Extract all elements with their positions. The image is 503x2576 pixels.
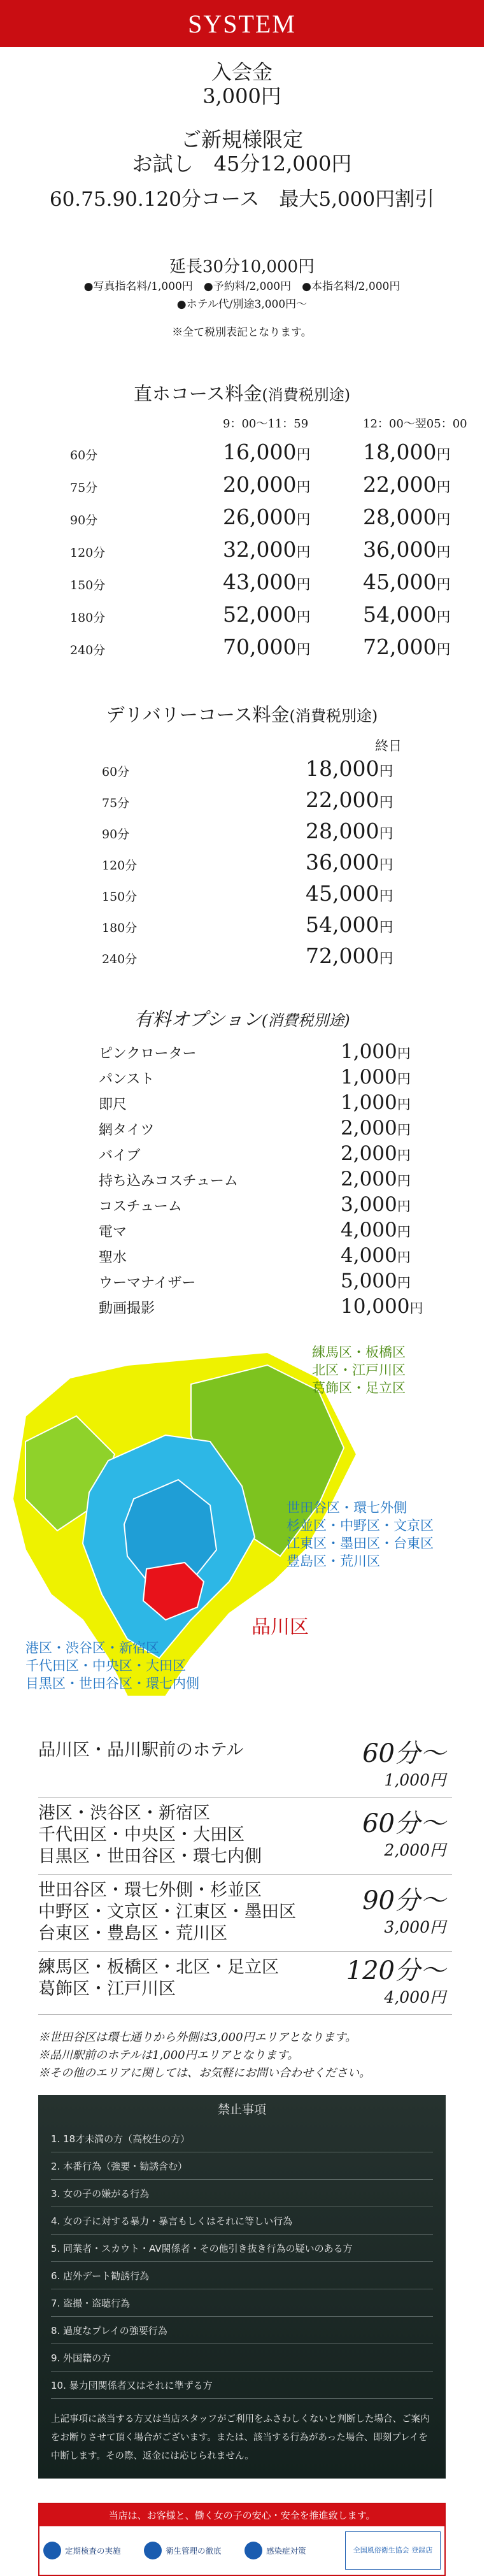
page-title: SYSTEM — [188, 9, 296, 38]
zone-row — [38, 1952, 452, 2015]
hygiene-icon — [144, 2542, 162, 2559]
price-night: 36,000円 — [363, 537, 451, 562]
zone-row — [38, 1798, 452, 1875]
price-all-day: 54,000円 — [306, 912, 393, 937]
north-area-label: 練馬区・板橋区 北区・江戸川区 葛飾区・足立区 — [312, 1345, 406, 1396]
prohibited-item: 1. 18才未満の方（高校生の方） — [51, 2125, 433, 2152]
safety-banner-title: 当店は、お客様と、働く女の子の安心・安全を推進致します。 — [39, 2504, 444, 2526]
prohibited-box — [38, 2095, 446, 2479]
price-daytime: 26,000円 — [223, 504, 311, 529]
price-night: 72,000円 — [363, 634, 451, 659]
center-area-label: 港区・渋谷区・新宿区 千代田区・中央区・大田区 目黒区・世田谷区・環七内側 — [25, 1640, 199, 1691]
zone-fee: 60分～ 1,000円 — [362, 1739, 446, 1789]
prohibited-item: 5. 同業者・スカウト・AV関係者・その他引き抜き行為の疑いのある方 — [51, 2235, 433, 2262]
option-price: 10,000円 — [341, 1295, 423, 1318]
all-day-col: 終日 — [375, 738, 402, 754]
course-duration: 180分 — [70, 611, 106, 625]
course-duration: 150分 — [102, 890, 138, 904]
prohibited-item: 4. 女の子に対する暴力・暴言もしくはそれに等しい行為 — [51, 2207, 433, 2235]
option-name: 動画撮影 — [99, 1301, 155, 1317]
prohibited-item: 7. 盗撮・盗聴行為 — [51, 2289, 433, 2317]
prohibited-item: 2. 本番行為（強要・勧誘含む） — [51, 2152, 433, 2180]
new-customer-label: ご新規様限定 — [180, 127, 303, 152]
course-duration: 120分 — [70, 546, 106, 560]
checkup-icon — [43, 2542, 61, 2559]
extension-section — [0, 256, 484, 341]
intro-section — [0, 47, 484, 211]
option-name: 聖水 — [99, 1250, 127, 1266]
price-night: 54,000円 — [363, 602, 451, 627]
price-daytime: 70,000円 — [223, 634, 311, 659]
price-daytime: 20,000円 — [223, 472, 311, 497]
safety-item: 感染症対策 — [244, 2542, 345, 2559]
price-daytime: 32,000円 — [223, 537, 311, 562]
prohibited-item: 10. 暴力団関係者又はそれに準ずる方 — [51, 2372, 433, 2399]
price-night: 18,000円 — [363, 440, 451, 464]
admission-price: 3,000円 — [202, 84, 281, 108]
prohibited-list — [38, 2125, 446, 2399]
price-night: 28,000円 — [363, 504, 451, 529]
option-name: バイブ — [99, 1148, 141, 1164]
course-duration: 60分 — [102, 765, 130, 779]
price-daytime: 16,000円 — [223, 440, 311, 464]
safety-item: 衛生管理の徹底 — [144, 2542, 244, 2559]
price-night: 22,000円 — [363, 472, 451, 497]
options-title: 有料オプション(消費税別途) — [134, 1008, 350, 1030]
safety-item: 定期検査の実施 — [43, 2542, 144, 2559]
option-price: 3,000円 — [341, 1193, 411, 1216]
prohibited-item: 9. 外国籍の方 — [51, 2344, 433, 2372]
zone-fee: 90分～ 3,000円 — [362, 1886, 446, 1936]
course-duration: 75分 — [70, 481, 98, 495]
shinagawa-label: 品川区 — [251, 1616, 309, 1638]
prohibited-title: 禁止事項 — [217, 2103, 266, 2117]
option-name: 網タイツ — [99, 1122, 155, 1138]
course-duration: 120分 — [102, 859, 138, 873]
system-header — [0, 0, 484, 47]
prohibited-item: 3. 女の子の嫌がる行為 — [51, 2180, 433, 2207]
option-price: 4,000円 — [341, 1244, 411, 1267]
prohibited-item: 8. 過度なプレイの強要行為 — [51, 2317, 433, 2344]
option-name: コスチューム — [99, 1199, 182, 1215]
prohibited-item: 6. 店外デート勧誘行為 — [51, 2262, 433, 2289]
course-duration: 240分 — [70, 643, 106, 657]
options-table — [0, 1040, 484, 1320]
option-price: 1,000円 — [341, 1066, 411, 1089]
prohibited-paragraph: 上記事項に該当する方又は当店スタッフがご利用をふさわしくないと判断した場合、ご案内をお断りさせて頂く場合がございます。または、該当する行為があった場合、即刻プレイを中断します。その際、返金には応じられません。 — [51, 2414, 430, 2461]
fees-line-1: ●写真指名料/1,000円 ●予約料/2,000円 ●本指名料/2,000円 — [83, 280, 400, 293]
delivery-course-table — [0, 736, 484, 973]
zone-fee-list — [0, 1735, 484, 2015]
course-duration: 240分 — [102, 952, 138, 966]
course-duration: 90分 — [102, 827, 130, 841]
price-night: 45,000円 — [363, 569, 451, 594]
option-price: 2,000円 — [341, 1117, 411, 1140]
course-duration: 75分 — [102, 796, 130, 810]
price-all-day: 36,000円 — [306, 850, 393, 875]
course-duration: 180分 — [102, 921, 138, 935]
option-price: 1,000円 — [341, 1040, 411, 1063]
delivery-course-title: デリバリーコース料金(消費税別途) — [106, 704, 378, 726]
tax-note: ※全て税別表記となります。 — [172, 326, 312, 339]
price-daytime: 43,000円 — [223, 569, 311, 594]
zone-row — [38, 1875, 452, 1952]
option-name: 即尺 — [99, 1097, 127, 1113]
area-notes: ※世田谷区は環七通りから外側は3,000円エリアとなります。 ※品川駅前のホテルは1,000円エリアとなります。 ※その他のエリアに関しては、お気軽にお問い合わせください。 — [38, 2031, 371, 2080]
option-price: 5,000円 — [341, 1270, 411, 1292]
price-all-day: 22,000円 — [306, 787, 393, 812]
price-all-day: 72,000円 — [306, 943, 393, 968]
zone-fee: 120分～ 4,000円 — [346, 1956, 446, 2007]
zone-areas: 品川区・品川駅前のホテル — [38, 1740, 244, 1760]
infection-icon — [244, 2542, 262, 2559]
option-name: ウーマナイザー — [99, 1275, 196, 1291]
admission-label: 入会金 — [211, 60, 273, 84]
time-col-2: 12：00～翌05：00 — [363, 417, 467, 431]
price-all-day: 18,000円 — [306, 756, 393, 781]
zone-areas: 世田谷区・環七外側・杉並区 中野区・文京区・江東区・墨田区 台東区・豊島区・荒川区 — [38, 1880, 296, 1943]
option-name: パンスト — [99, 1071, 155, 1087]
option-name: 持ち込みコスチューム — [99, 1173, 238, 1189]
direct-course-table — [0, 415, 484, 665]
price-daytime: 52,000円 — [223, 602, 311, 627]
course-duration: 60分 — [70, 448, 98, 462]
price-all-day: 28,000円 — [306, 819, 393, 843]
zone-areas: 練馬区・板橋区・北区・足立区 葛飾区・江戸川区 — [38, 1957, 279, 1999]
zone-fee: 60分～ 2,000円 — [362, 1809, 446, 1859]
time-col-1: 9：00～11：59 — [223, 417, 309, 431]
west-area-label: 世田谷区・環七外側 杉並区・中野区・文京区 江東区・墨田区・台東区 豊島区・荒川区 — [287, 1500, 434, 1569]
course-duration: 150分 — [70, 578, 106, 592]
area-map — [0, 1340, 484, 1735]
option-name: ピンクローター — [99, 1046, 197, 1062]
extension-title: 延長30分10,000円 — [169, 257, 315, 276]
association-logo: 全国風俗衛生協会 登録店 — [345, 2531, 441, 2570]
option-price: 1,000円 — [341, 1091, 411, 1114]
course-discount: 60.75.90.120分コース 最大5,000円割引 — [49, 188, 435, 211]
zone-areas: 港区・渋谷区・新宿区 千代田区・中央区・大田区 目黒区・世田谷区・環七内側 — [38, 1803, 262, 1866]
direct-course-title: 直ホコース料金(消費税別途) — [133, 383, 351, 404]
zone-row — [38, 1735, 452, 1798]
option-price: 2,000円 — [341, 1142, 411, 1165]
option-price: 4,000円 — [341, 1219, 411, 1241]
safety-banner — [38, 2503, 446, 2576]
course-duration: 90分 — [70, 513, 98, 527]
option-price: 2,000円 — [341, 1168, 411, 1191]
price-all-day: 45,000円 — [306, 881, 393, 906]
option-name: 電マ — [99, 1224, 127, 1240]
fees-line-2: ●ホテル代/別途3,000円～ — [176, 298, 308, 311]
trial-price: お試し 45分12,000円 — [132, 152, 352, 176]
